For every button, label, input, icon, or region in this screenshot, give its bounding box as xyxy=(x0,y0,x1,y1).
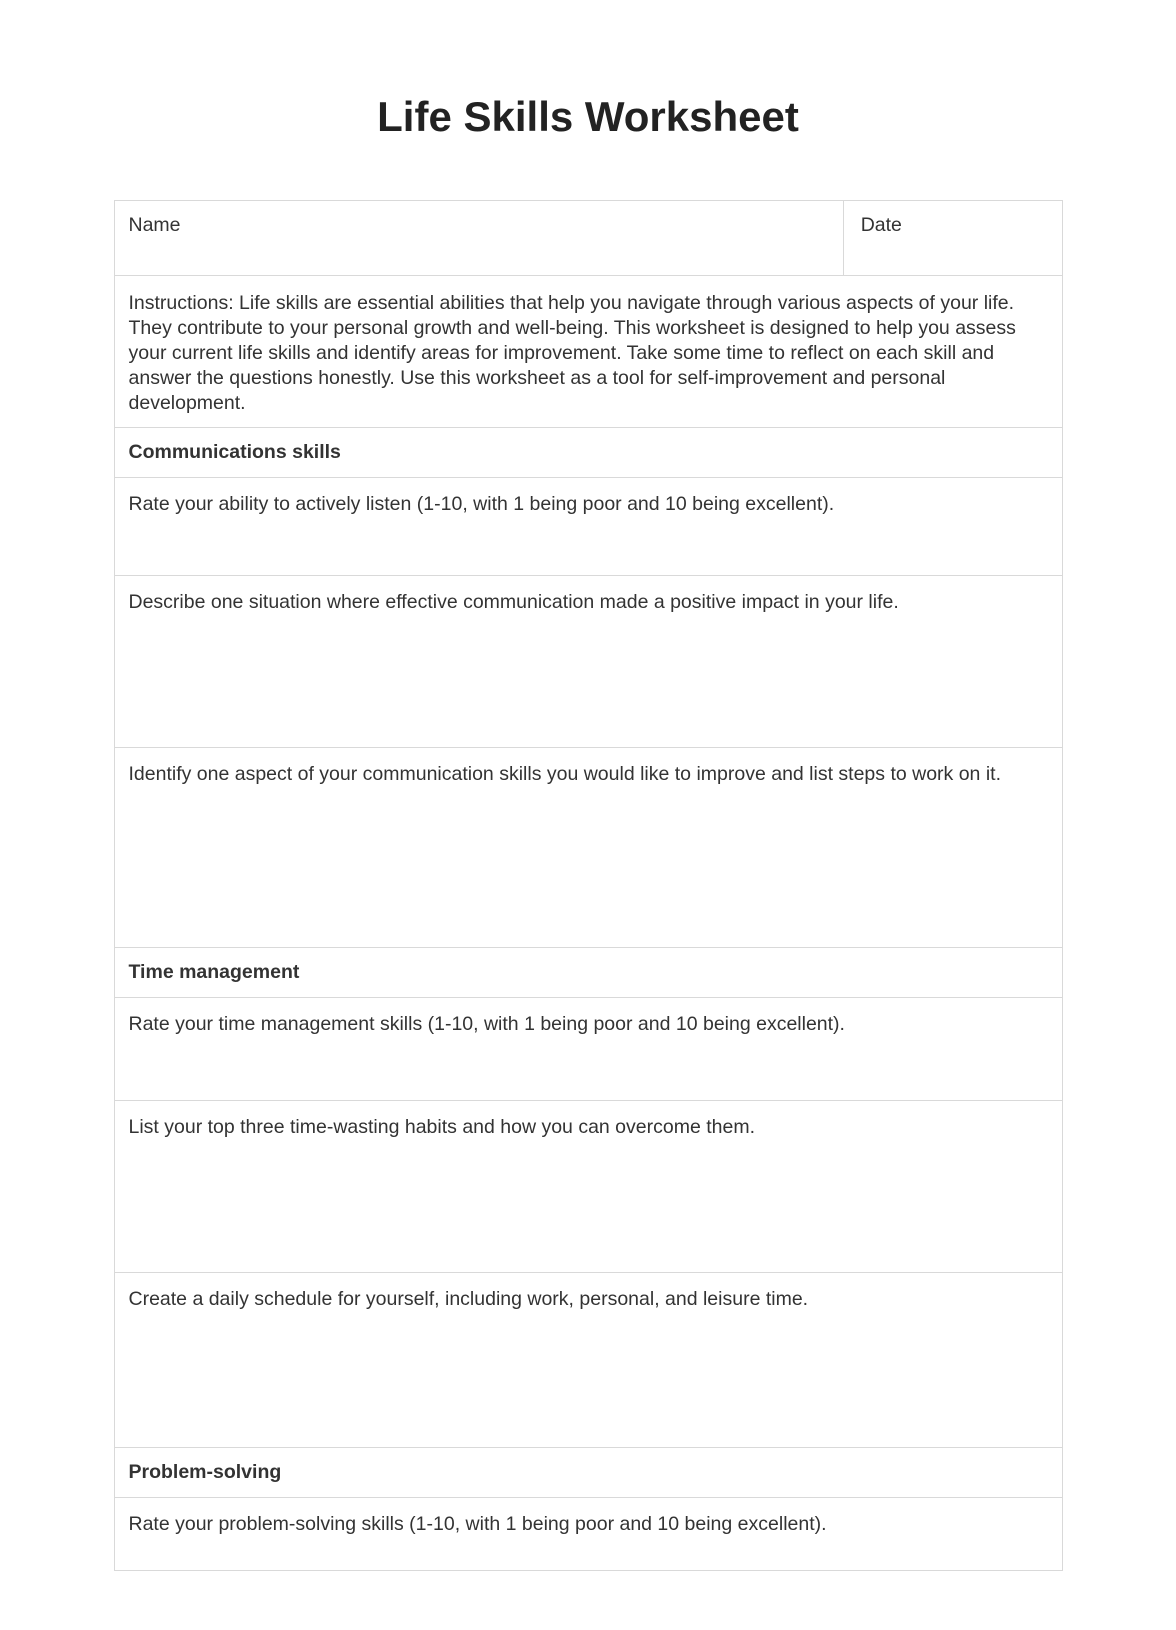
question-row-time-wasting-habits xyxy=(115,1101,1062,1273)
question-row-daily-schedule xyxy=(115,1273,1062,1448)
section-header-row-problem-solving xyxy=(115,1448,1062,1498)
instructions-text: Instructions: Life skills are essential abilities that help you navigate through various aspects of your life. They contribute to your personal growth and well-being. This worksheet is designed to help you assess your current life skills and identify areas for improvement. Take some time to reflect on each skill and answer the questions honestly. Use this worksheet as a tool for self-improvement and personal development. xyxy=(128,292,1016,414)
section-heading-problem-solving: Problem-solving xyxy=(128,1461,282,1483)
question-text-effective-communication-situation: Describe one situation where effective communication made a positive impact in your life. xyxy=(128,591,899,613)
instructions-row xyxy=(115,276,1062,428)
question-row-effective-communication-situation xyxy=(115,576,1062,748)
question-row-rate-problem-solving xyxy=(115,1498,1062,1570)
question-text-improve-communication-aspect: Identify one aspect of your communication skills you would like to improve and list steps to work on it. xyxy=(128,763,1001,785)
date-label: Date xyxy=(860,214,902,236)
worksheet-page xyxy=(114,0,1063,1571)
section-header-row-time-management xyxy=(115,948,1062,998)
question-text-rate-problem-solving: Rate your problem-solving skills (1-10, with 1 being poor and 10 being excellent). xyxy=(128,1513,827,1535)
answer-area-time-wasting-habits[interactable] xyxy=(129,1140,1048,1258)
answer-area-improve-communication-aspect[interactable] xyxy=(129,787,1048,933)
answer-area-rate-problem-solving[interactable] xyxy=(129,1537,1048,1556)
name-date-row xyxy=(115,201,1062,276)
answer-area-rate-time-management[interactable] xyxy=(129,1037,1048,1086)
question-row-rate-active-listening xyxy=(115,478,1062,576)
question-row-rate-time-management xyxy=(115,998,1062,1101)
page-title: Life Skills Worksheet xyxy=(377,93,799,140)
question-text-rate-active-listening: Rate your ability to actively listen (1-10, with 1 being poor and 10 being excellent). xyxy=(128,493,835,515)
question-row-improve-communication-aspect xyxy=(115,748,1062,948)
worksheet-table xyxy=(114,200,1063,1571)
answer-area-rate-active-listening[interactable] xyxy=(129,517,1048,561)
name-field[interactable] xyxy=(115,201,844,275)
question-text-daily-schedule: Create a daily schedule for yourself, including work, personal, and leisure time. xyxy=(128,1288,809,1310)
question-text-rate-time-management: Rate your time management skills (1-10, with 1 being poor and 10 being excellent). xyxy=(128,1013,845,1035)
section-header-row-communications xyxy=(115,428,1062,478)
section-heading-communications-skills: Communications skills xyxy=(128,441,341,463)
answer-area-daily-schedule[interactable] xyxy=(129,1312,1048,1433)
name-label: Name xyxy=(128,214,181,236)
date-field[interactable] xyxy=(844,201,1062,275)
question-text-time-wasting-habits: List your top three time-wasting habits and how you can overcome them. xyxy=(128,1116,755,1138)
section-heading-time-management: Time management xyxy=(128,961,300,983)
answer-area-effective-communication-situation[interactable] xyxy=(129,615,1048,733)
